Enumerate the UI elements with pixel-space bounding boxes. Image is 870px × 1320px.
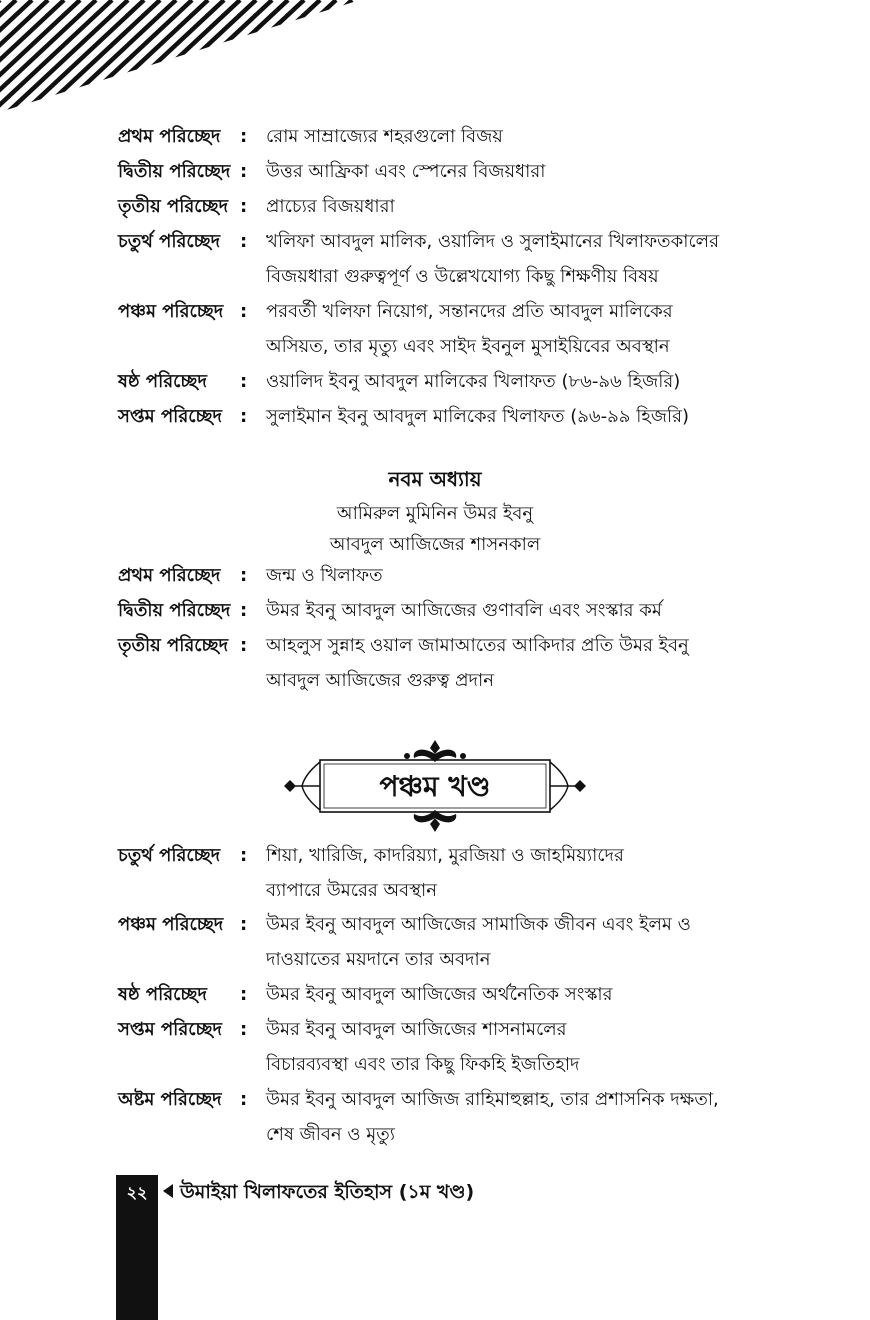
chapter-title-cont: আবদুল আজিজের গুরুত্ব প্রদান <box>266 670 494 691</box>
chapter-title: জন্ম ও খিলাফত <box>266 565 383 586</box>
section-subtitle: আমিরুল মুমিনিন উমর ইবনু <box>336 503 534 524</box>
chapter-label: সপ্তম পরিচ্ছেদ <box>118 1019 222 1040</box>
chapter-label: দ্বিতীয় পরিচ্ছেদ <box>118 161 231 182</box>
chapter-label: তৃতীয় পরিচ্ছেদ <box>118 635 229 656</box>
chapter-title: পরবর্তী খলিফা নিয়োগ, সন্তানদের প্রতি আবদুল মালিকের <box>266 301 673 322</box>
separator: : <box>240 196 248 217</box>
chapter-title: উমর ইবনু আবদুল আজিজের শাসনামলের <box>266 1019 567 1040</box>
chapter-label: ষষ্ঠ পরিচ্ছেদ <box>118 371 207 392</box>
chapter-label: চতুর্থ পরিচ্ছেদ <box>118 231 221 252</box>
chapter-title-cont: অসিয়ত, তার মৃত্যু এবং সাইদ ইবনুল মুসাইয়িবের অবস্থান <box>266 336 670 357</box>
chapter-title-cont: বিজয়ধারা গুরুত্বপূর্ণ ও উল্লেখযোগ্য কিছু শিক্ষণীয় বিষয় <box>266 266 659 287</box>
chapter-title-cont: দাওয়াতের ময়দানে তার অবদান <box>266 949 491 970</box>
section-subtitle: আবদুল আজিজের শাসনকাল <box>329 534 541 555</box>
chapter-title: শিয়া, খারিজি, কাদরিয়্যা, মুরজিয়া ও জাহমিয়্যাদের <box>266 845 624 866</box>
chapter-label: চতুর্থ পরিচ্ছেদ <box>118 845 221 866</box>
separator: : <box>240 600 248 621</box>
chapter-title: আহলুস সুন্নাহ ওয়াল জামাআতের আকিদার প্রতি উমর ইবনু <box>266 635 689 656</box>
separator: : <box>240 231 248 252</box>
chapter-title: ওয়ালিদ ইবনু আবদুল মালিকের খিলাফত (৮৬-৯৬ হিজরি) <box>266 371 681 392</box>
separator: : <box>240 406 248 427</box>
chapter-title: উত্তর আফ্রিকা এবং স্পেনের বিজয়ধারা <box>266 161 546 182</box>
corner-stripes <box>0 0 360 112</box>
chapter-title: উমর ইবনু আবদুল আজিজ রাহিমাহুল্লাহ, তার প্রশাসনিক দক্ষতা, <box>266 1089 719 1110</box>
separator: : <box>240 1089 248 1110</box>
chapter-title: প্রাচ্যের বিজয়ধারা <box>266 196 395 217</box>
chapter-label: তৃতীয় পরিচ্ছেদ <box>118 196 229 217</box>
separator: : <box>240 371 248 392</box>
chapter-label: পঞ্চম পরিচ্ছেদ <box>118 301 224 322</box>
section-heading: নবম অধ্যায় <box>388 467 482 491</box>
chapter-title: খলিফা আবদুল মালিক, ওয়ালিদ ও সুলাইমানের খিলাফতকালের <box>266 231 719 252</box>
separator: : <box>240 126 248 147</box>
chapter-label: ষষ্ঠ পরিচ্ছেদ <box>118 984 207 1005</box>
chapter-label: দ্বিতীয় পরিচ্ছেদ <box>118 600 231 621</box>
chapter-title-cont: বিচারব্যবস্থা এবং তার কিছু ফিকহি ইজতিহাদ <box>266 1054 580 1075</box>
triangle-left-icon <box>163 1184 173 1198</box>
page-number: ২২ <box>126 1183 148 1202</box>
chapter-label: প্রথম পরিচ্ছেদ <box>118 565 221 586</box>
chapter-label: অষ্টম পরিচ্ছেদ <box>118 1089 222 1110</box>
chapter-title: উমর ইবনু আবদুল আজিজের অর্থনৈতিক সংস্কার <box>266 984 613 1005</box>
separator: : <box>240 301 248 322</box>
separator: : <box>240 845 248 866</box>
chapter-title: সুলাইমান ইবনু আবদুল মালিকের খিলাফত (৯৬-৯৯ হিজরি) <box>266 406 689 427</box>
chapter-title: রোম সাম্রাজ্যের শহরগুলো বিজয় <box>266 126 503 147</box>
chapter-title: উমর ইবনু আবদুল আজিজের গুণাবলি এবং সংস্কার কর্ম <box>266 600 662 621</box>
separator: : <box>240 565 248 586</box>
separator: : <box>240 984 248 1005</box>
chapter-label: প্রথম পরিচ্ছেদ <box>118 126 221 147</box>
separator: : <box>240 635 248 656</box>
chapter-title: উমর ইবনু আবদুল আজিজের সামাজিক জীবন এবং ইলম ও <box>266 914 691 935</box>
separator: : <box>240 1019 248 1040</box>
chapter-title-cont: শেষ জীবন ও মৃত্যু <box>266 1124 396 1145</box>
separator: : <box>240 161 248 182</box>
separator: : <box>240 914 248 935</box>
volume-title: পঞ্চম খণ্ড <box>379 770 491 803</box>
chapter-label: সপ্তম পরিচ্ছেদ <box>118 406 222 427</box>
chapter-label: পঞ্চম পরিচ্ছেদ <box>118 914 224 935</box>
chapter-title-cont: ব্যাপারে উমরের অবস্থান <box>266 880 438 901</box>
running-title: উমাইয়া খিলাফতের ইতিহাস (১ম খণ্ড) <box>180 1181 475 1203</box>
